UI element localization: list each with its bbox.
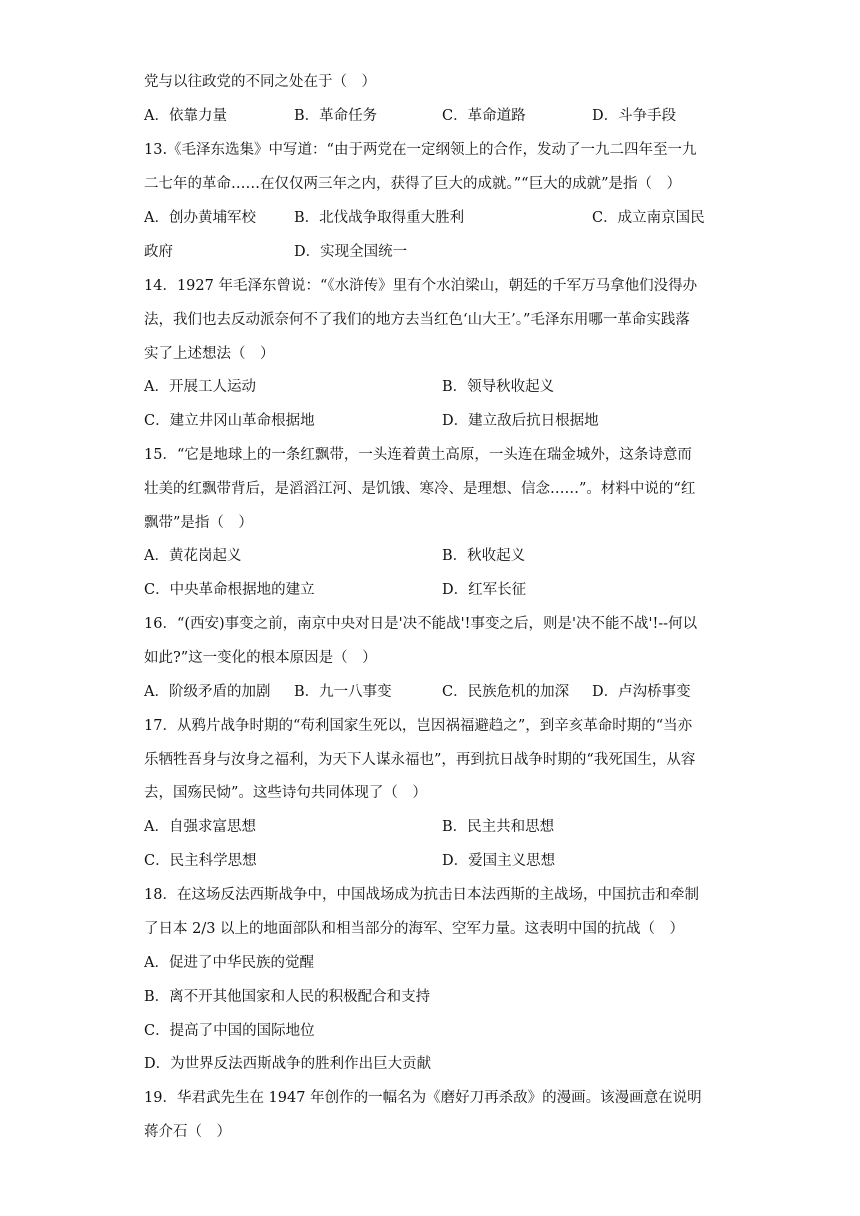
question-16-stem-line-1: 16．“(西安)事变之前，南京中央对日是'决不能战'!事变之后，则是'决不能不战'!--何以 (144, 616, 698, 632)
question-15-option-c: C．中央革命根据地的建立 (144, 582, 315, 598)
question-18-option-a: A．促进了中华民族的觉醒 (144, 955, 314, 971)
question-13-stem-line-2: 二七年的革命……在仅仅两三年之内，获得了巨大的成就。”“巨大的成就”是指（ ） (144, 176, 681, 192)
question-12-stem: 党与以往政党的不同之处在于（ ） (144, 74, 376, 90)
question-19-stem-line-1: 19．华君武先生在 1947 年创作的一幅名为《磨好刀再杀敌》的漫画。该漫画意在说明 (144, 1090, 702, 1106)
question-12-options (144, 106, 724, 126)
question-13-option-c: C．成立南京国民 (592, 210, 705, 226)
question-15-options-row-2 (144, 580, 724, 600)
question-15-stem-line-3: 飘带”是指（ ） (144, 515, 253, 531)
question-12-option-b: B．革命任务 (294, 108, 378, 124)
question-17-option-b: B．民主共和思想 (442, 819, 555, 835)
question-16-option-a: A．阶级矛盾的加剧 (144, 684, 271, 700)
question-16-options (144, 682, 724, 702)
question-15-stem-line-2: 壮美的红飘带背后，是滔滔江河、是饥饿、寒冷、是理想、信念……”。材料中说的“红 (144, 481, 696, 497)
question-14-option-c: C．建立井冈山革命根据地 (144, 413, 315, 429)
question-15-option-b: B．秋收起义 (442, 548, 526, 564)
question-17-stem-line-1: 17．从鸦片战争时期的“苟利国家生死以，岂因祸福避趋之”，到辛亥革命时期的“当亦 (144, 718, 693, 734)
question-12-option-d: D．斗争手段 (592, 108, 677, 124)
question-13-option-b: B．北伐战争取得重大胜利 (294, 210, 465, 226)
question-14-stem-line-3: 实了上述想法（ ） (144, 346, 275, 362)
question-16-option-c: C．民族危机的加深 (442, 684, 570, 700)
question-15-stem-line-1: 15．“它是地球上的一条红飘带，一头连着黄土高原，一头连在瑞金城外，这条诗意而 (144, 447, 692, 463)
question-19-stem-line-2: 蒋介石（ ） (144, 1124, 231, 1140)
question-17-options-row-1 (144, 817, 724, 837)
question-18-stem-line-2: 了日本 2/3 以上的地面部队和相当部分的海军、空军力量。这表明中国的抗战（ ） (144, 921, 685, 937)
question-12-option-a: A．依靠力量 (144, 108, 227, 124)
question-17-stem-line-3: 去，国殇民恸”。这些诗句共同体现了（ ） (144, 785, 427, 801)
question-17-options-row-2 (144, 851, 724, 871)
question-14-stem-line-1: 14．1927 年毛泽东曾说：“《水浒传》里有个水泊梁山，朝廷的千军万马拿他们没得办 (144, 278, 698, 294)
question-14-options-row-1 (144, 377, 724, 397)
question-14-stem-line-2: 法，我们也去反动派奈何不了我们的地方去当红色‘山大王’。”毛泽东用哪一革命实践落 (144, 312, 690, 328)
question-18-option-d: D．为世界反法西斯战争的胜利作出巨大贡献 (144, 1056, 432, 1072)
question-13-options-row-2 (144, 242, 724, 262)
question-17-option-d: D．爱国主义思想 (442, 853, 556, 869)
question-15-option-a: A．黄花岗起义 (144, 548, 242, 564)
question-14-option-b: B．领导秋收起义 (442, 379, 555, 395)
question-18-option-c: C．提高了中国的国际地位 (144, 1023, 315, 1039)
question-17-option-a: A．自强求富思想 (144, 819, 256, 835)
question-13-stem-line-1: 13.《毛泽东选集》中写道：“由于两党在一定纲领上的合作，发动了一九二四年至一九 (144, 142, 697, 158)
question-13-options-row-1 (144, 208, 724, 228)
question-14-option-d: D．建立敌后抗日根据地 (442, 413, 599, 429)
question-13-option-c-continued: 政府 (144, 244, 173, 260)
question-14-options-row-2 (144, 411, 724, 431)
question-12-option-c: C．革命道路 (442, 108, 526, 124)
question-17-stem-line-2: 乐牺牲吾身与汝身之福利，为天下人谋永福也”，再到抗日战争时期的“我死国生，从容 (144, 752, 696, 768)
question-14-option-a: A．开展工人运动 (144, 379, 256, 395)
question-17-option-c: C．民主科学思想 (144, 853, 257, 869)
question-13-option-d: D．实现全国统一 (294, 244, 408, 260)
question-15-options-row-1 (144, 546, 724, 566)
question-16-stem-line-2: 如此?”这一变化的根本原因是（ ） (144, 650, 377, 666)
question-18-stem-line-1: 18．在这场反法西斯战争中，中国战场成为抗击日本法西斯的主战场，中国抗击和牵制 (144, 887, 699, 903)
question-18-option-b: B．离不开其他国家和人民的积极配合和支持 (144, 989, 431, 1005)
question-16-option-b: B．九一八事变 (294, 684, 392, 700)
question-15-option-d: D．红军长征 (442, 582, 527, 598)
question-13-option-a: A．创办黄埔军校 (144, 210, 256, 226)
question-16-option-d: D．卢沟桥事变 (592, 684, 691, 700)
